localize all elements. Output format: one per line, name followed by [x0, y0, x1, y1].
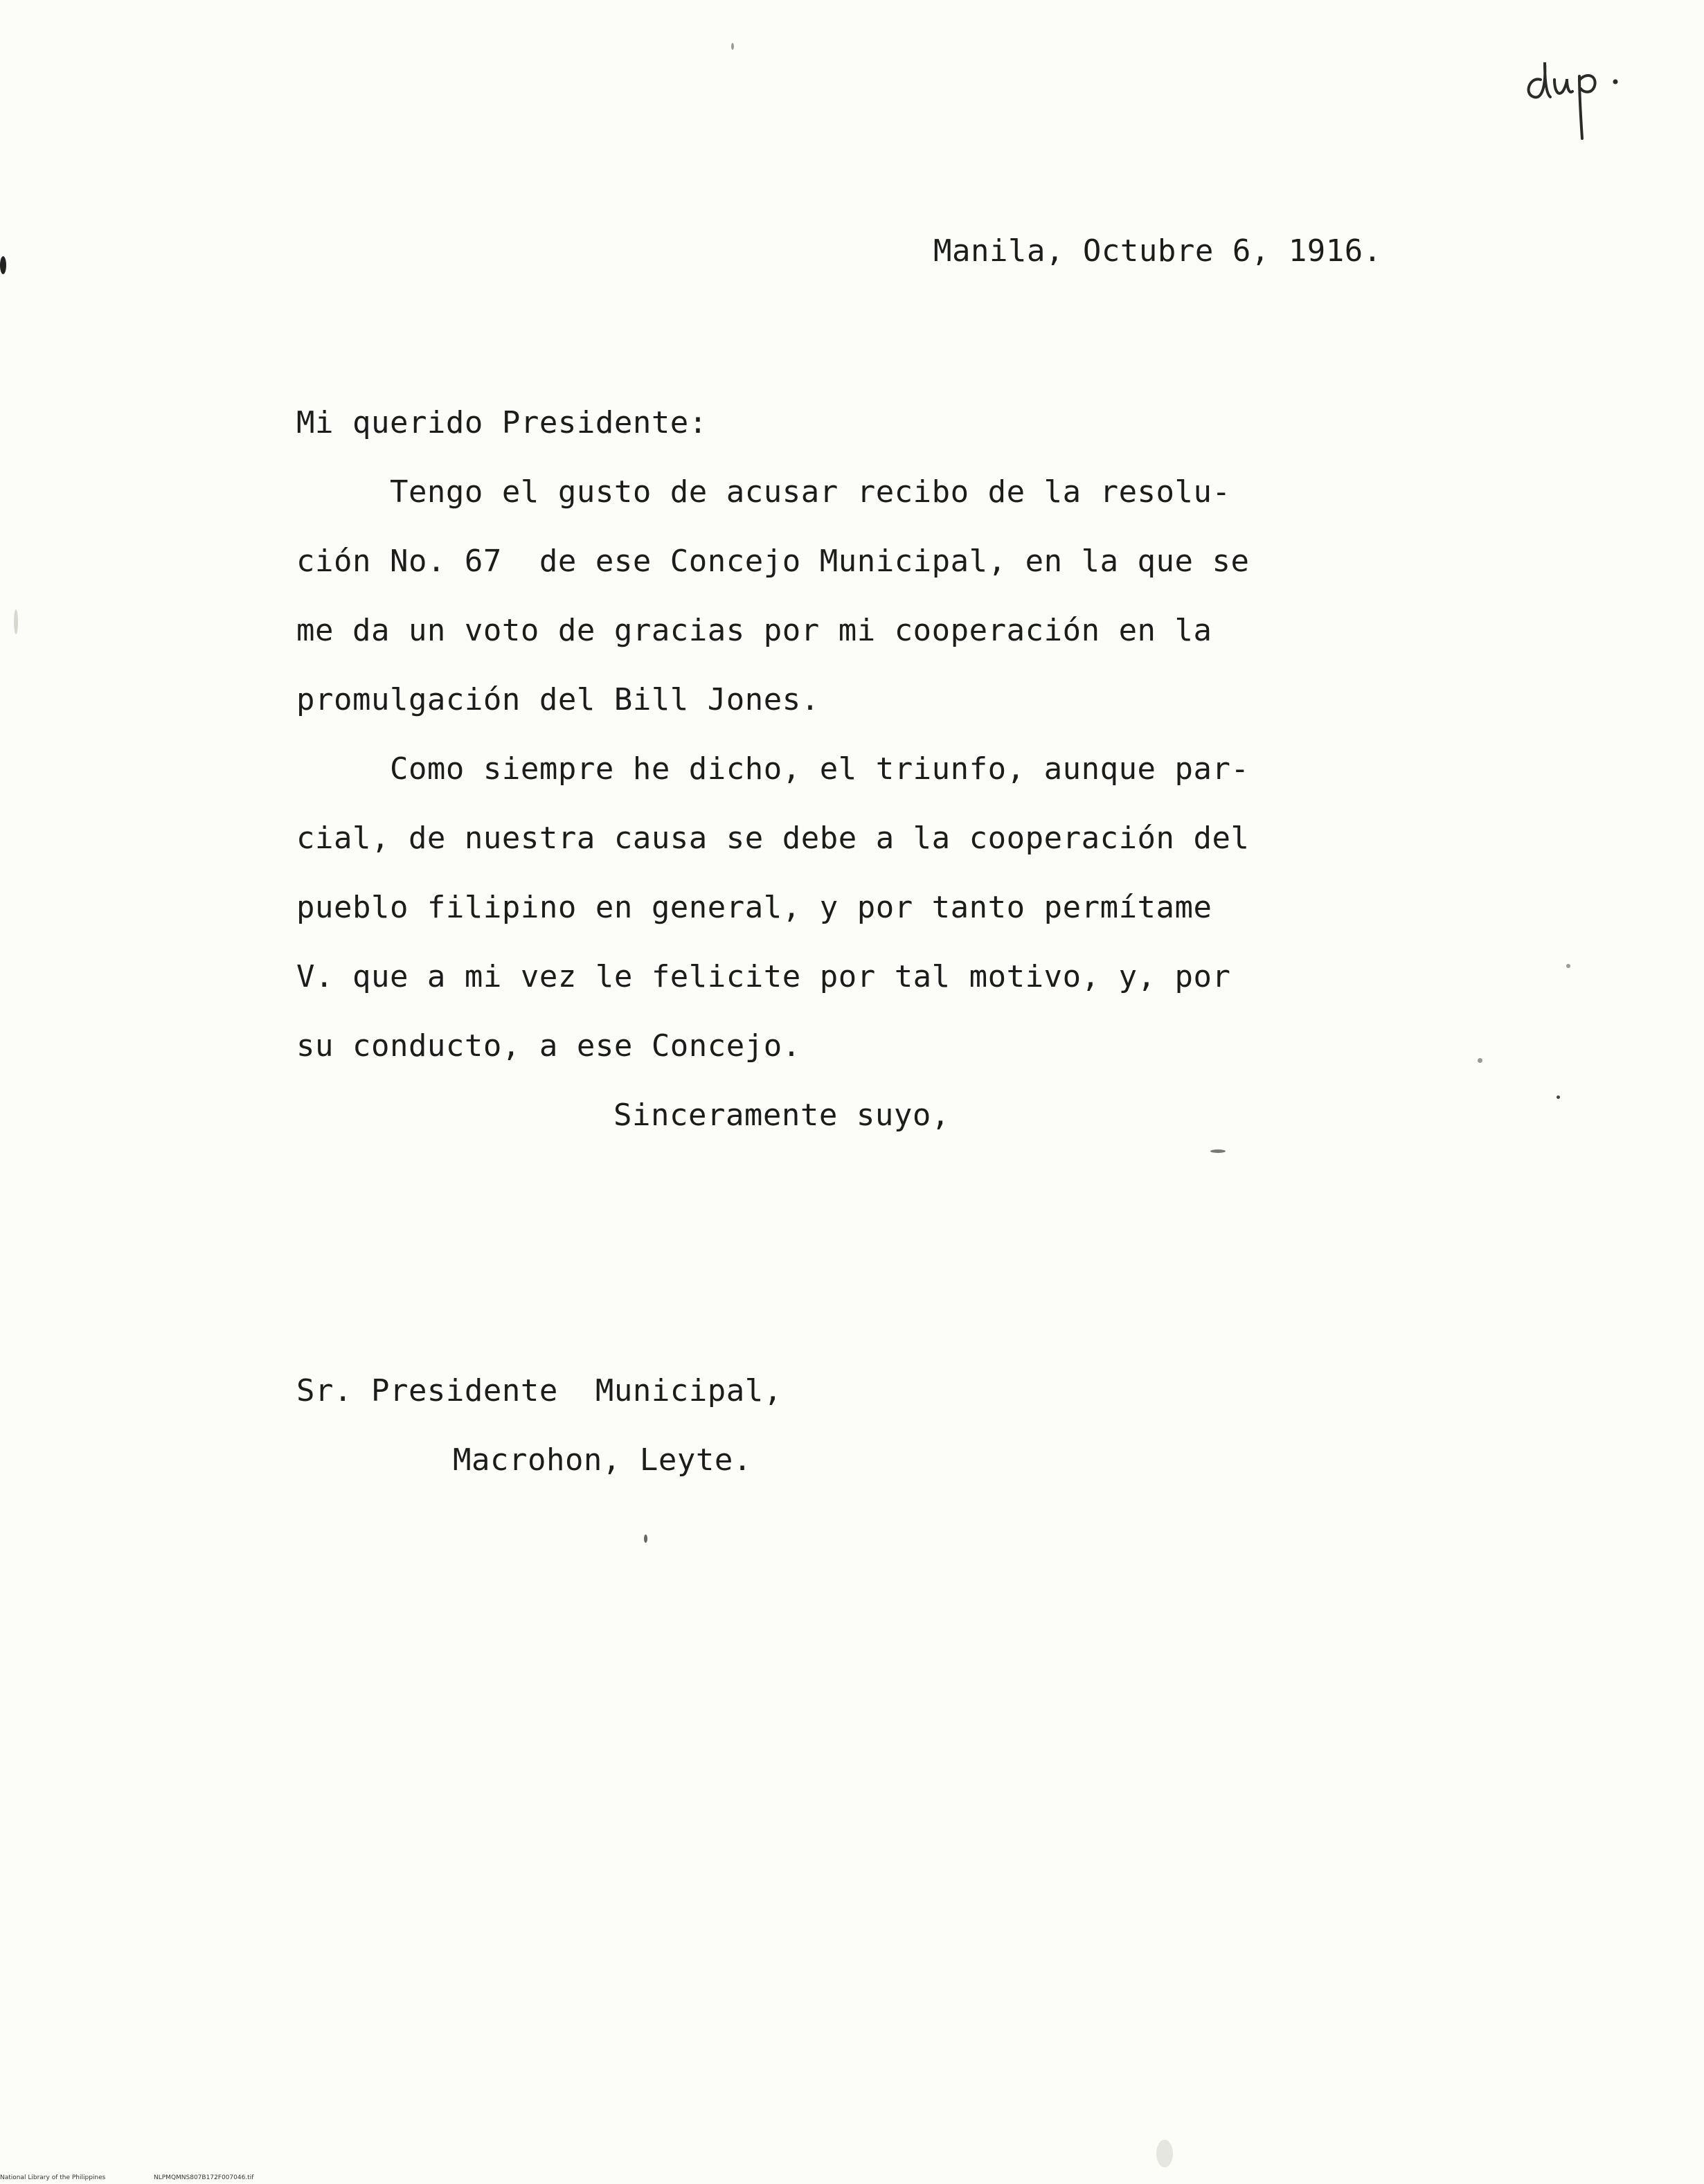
- edge-mark: [0, 256, 6, 274]
- body-line: su conducto, a ese Concejo.: [296, 1028, 801, 1064]
- salutation: Mi querido Presidente:: [296, 405, 708, 440]
- body-line: cial, de nuestra causa se debe a la cooperación del: [296, 821, 1250, 856]
- speck: [1566, 964, 1570, 968]
- body-line: me da un voto de gracias por mi cooperación en la: [296, 613, 1212, 648]
- body-line: ción No. 67 de ese Concejo Municipal, en la que se: [296, 544, 1250, 579]
- speck: [14, 609, 18, 634]
- body-line: pueblo filipino en general, y por tanto permítame: [296, 890, 1212, 925]
- dateline: Manila, Octubre 6, 1916.: [933, 233, 1382, 269]
- closing: Sinceramente suyo,: [613, 1098, 950, 1133]
- body-line: promulgación del Bill Jones.: [296, 682, 820, 717]
- body-line: Tengo el gusto de acusar recibo de la resolu-: [296, 474, 1231, 510]
- footer-institution: National Library of the Philippines: [0, 2174, 106, 2181]
- body-line: Como siempre he dicho, el triunfo, aunque par-: [296, 751, 1250, 787]
- handwritten-dup-note: [1520, 48, 1624, 145]
- speck: [1156, 2140, 1173, 2167]
- speck: [1557, 1095, 1560, 1099]
- body-line: V. que a mi vez le felicite por tal motivo, y, por: [296, 959, 1231, 994]
- recipient-title: Sr. Presidente Municipal,: [296, 1373, 782, 1408]
- speck: [1210, 1149, 1226, 1153]
- speck: [1478, 1058, 1482, 1063]
- speck: [644, 1534, 647, 1543]
- footer-scan-id: NLPMQMNS807B172F007046.tif: [154, 2174, 254, 2181]
- recipient-place: Macrohon, Leyte.: [453, 1442, 752, 1478]
- speck: [731, 43, 734, 50]
